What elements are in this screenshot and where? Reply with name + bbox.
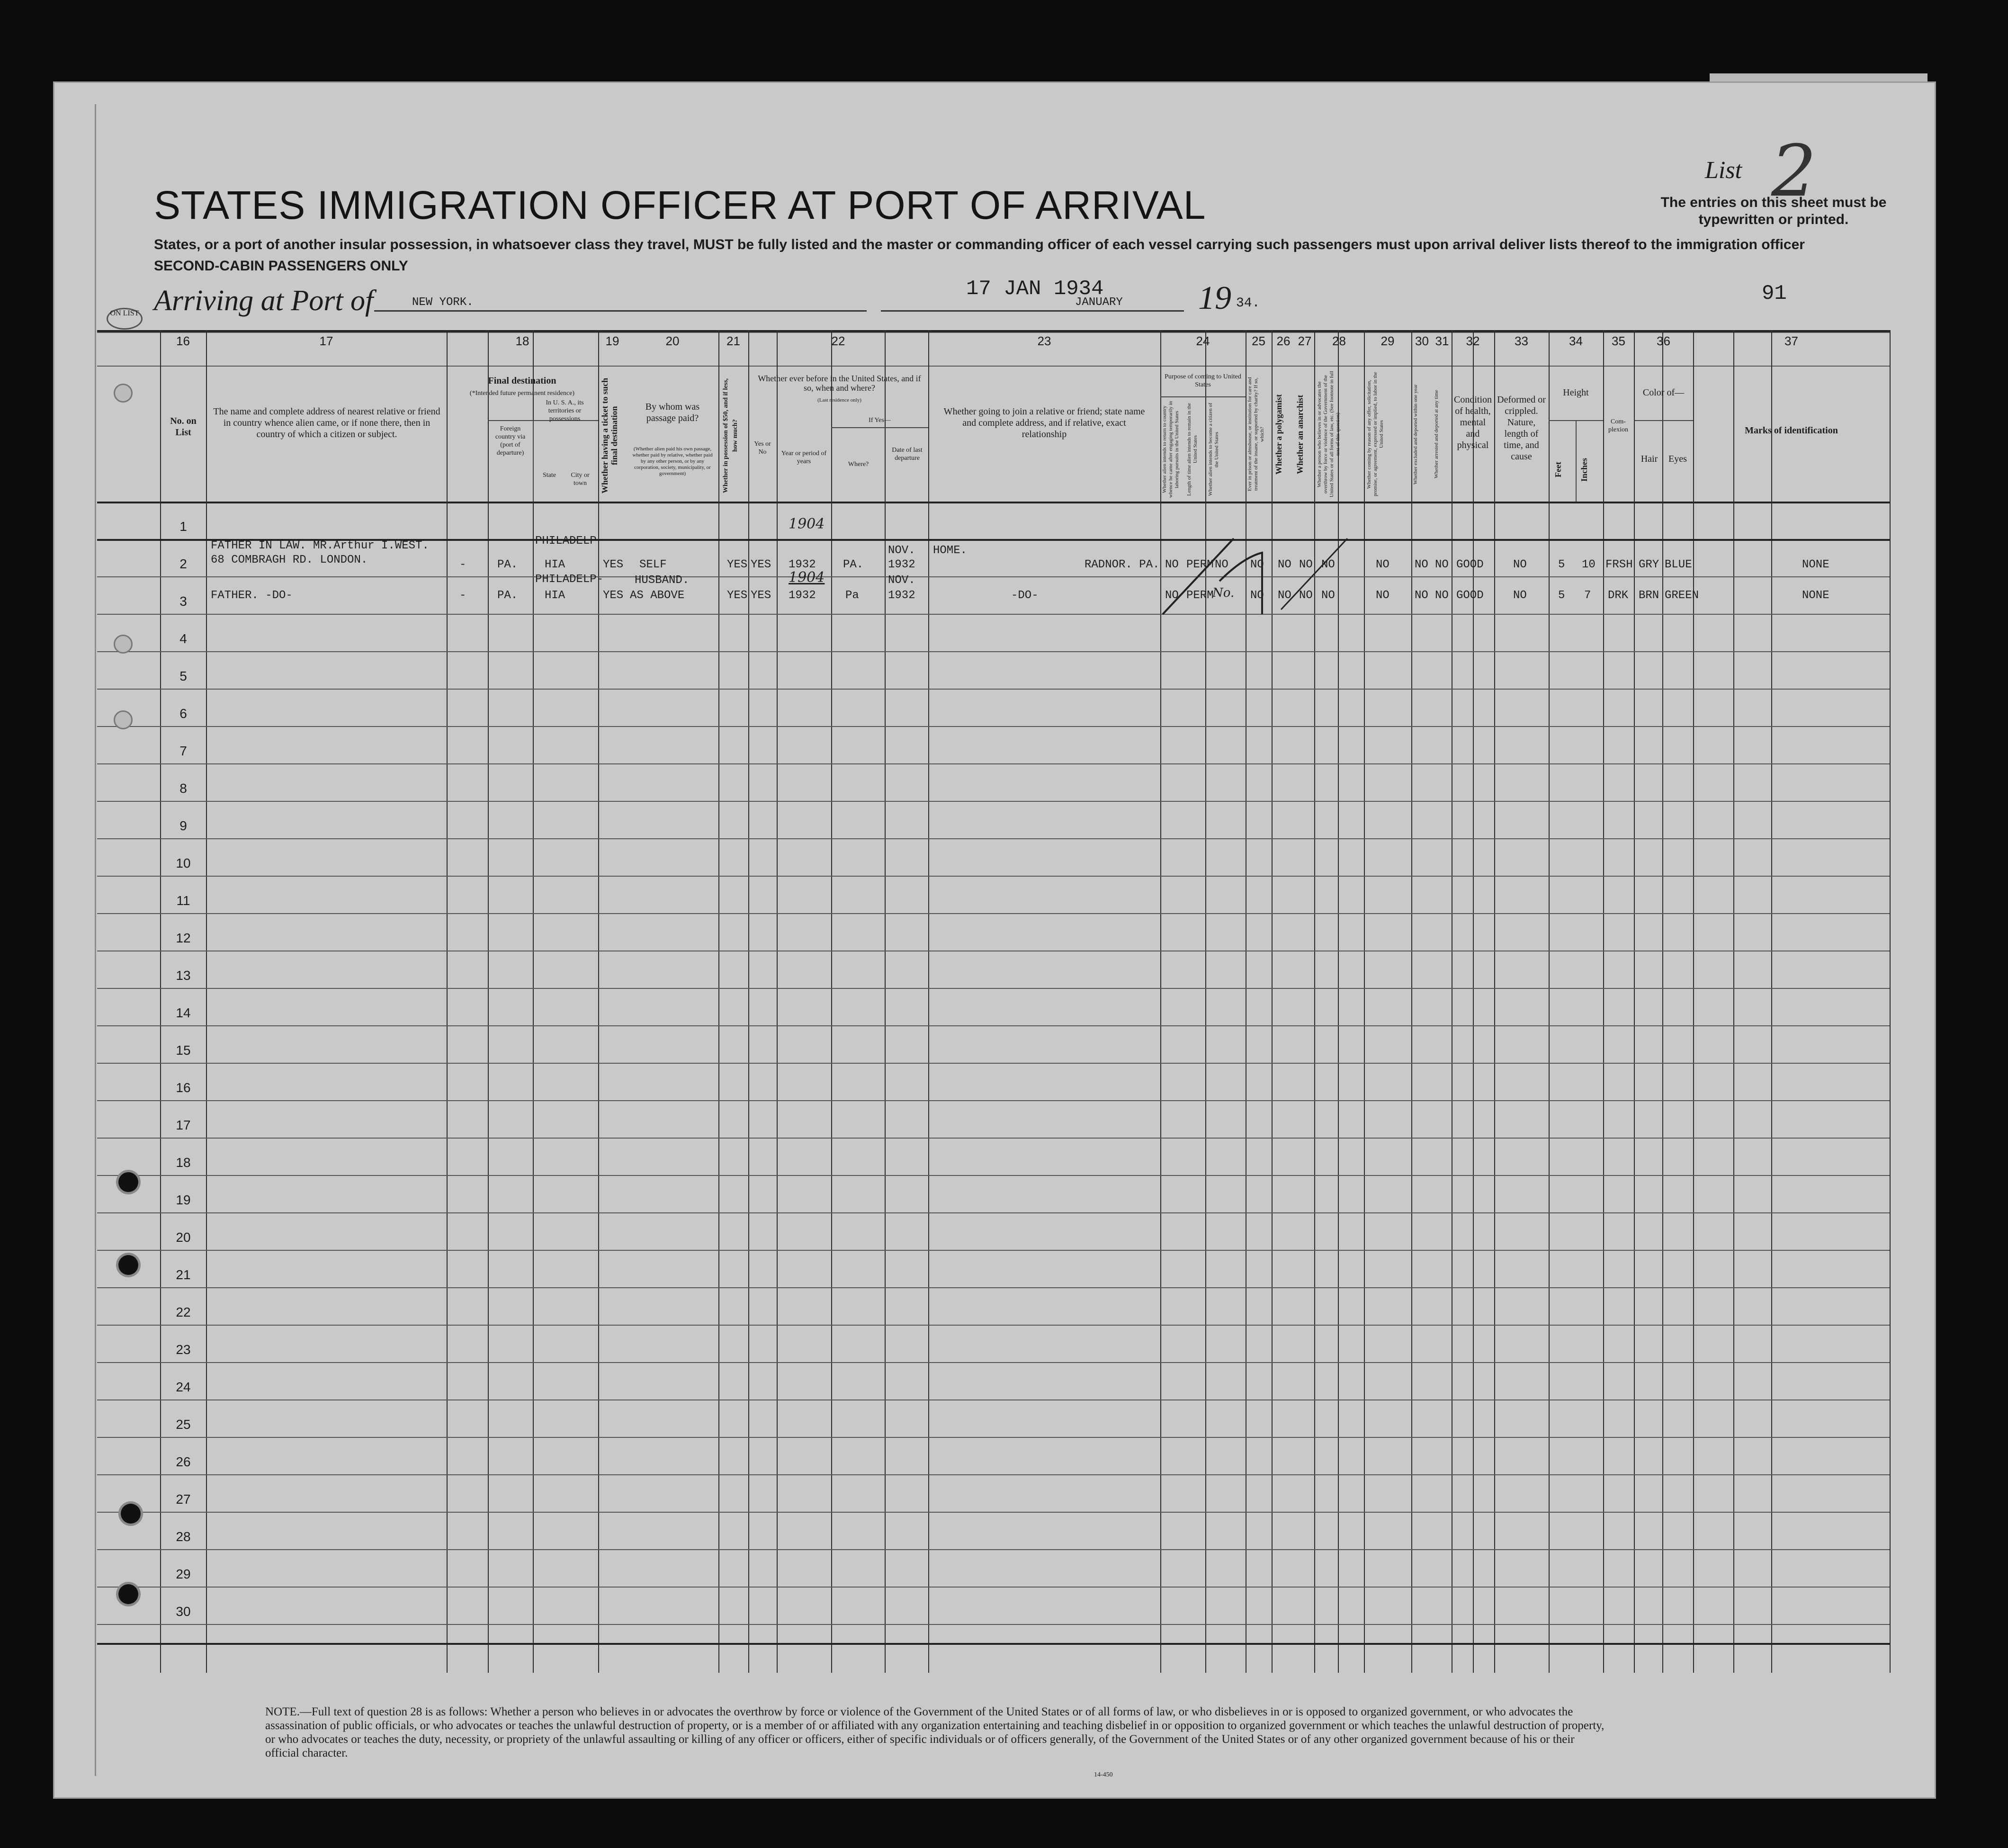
colnum-34: 34 — [1569, 334, 1583, 348]
colnum-24: 24 — [1196, 334, 1210, 348]
row-rule — [97, 1100, 1890, 1101]
row2-feet: 5 — [1558, 589, 1565, 602]
row2-citizen: No. — [1212, 586, 1235, 600]
row1-join-line2: RADNOR. PA. — [1085, 558, 1160, 571]
row-number: 10 — [176, 856, 191, 870]
header-bottom-rule — [97, 502, 1890, 503]
row1-polygamist: NO — [1278, 558, 1291, 571]
colnum-30: 30 — [1415, 334, 1429, 348]
header-no-on-list: No. on List — [170, 416, 197, 438]
header-health: Condition of health, mental and physical — [1454, 395, 1492, 450]
header-eyes: Eyes — [1668, 454, 1687, 464]
row1-q29: NO — [1376, 558, 1389, 571]
binder-hole — [118, 1255, 138, 1275]
colnum-35: 35 — [1612, 334, 1625, 348]
row1-deformed: NO — [1513, 558, 1527, 571]
col-line — [1603, 330, 1604, 1673]
header-marks: Marks of identification — [1745, 425, 1838, 436]
entries-note: The entries on this sheet must be typewritten or printed. — [1660, 195, 1887, 227]
col-line — [1890, 330, 1891, 1673]
row1-year-line2: 1932 — [789, 558, 816, 571]
header-city: City or town — [571, 472, 590, 487]
colnum-17: 17 — [319, 334, 333, 348]
row-number: 21 — [176, 1267, 191, 1282]
row1-paid: SELF — [639, 558, 667, 571]
col-line — [885, 330, 886, 1673]
row-number: 6 — [179, 706, 187, 721]
row2-paid-line1: HUSBAND. — [635, 574, 690, 587]
col-line — [1733, 330, 1734, 1673]
row-rule — [97, 1512, 1890, 1513]
subhead-rule — [533, 420, 534, 502]
row-rule — [97, 1287, 1890, 1288]
subhead-rule — [1576, 420, 1577, 502]
header-purpose-length: Length of time alien intends to remain in the United States — [1186, 403, 1198, 496]
row-number: 13 — [176, 968, 191, 983]
header-color-of: Color of— — [1642, 387, 1685, 398]
row1-prison: NO — [1250, 558, 1264, 571]
colnum-32: 32 — [1466, 334, 1480, 348]
punch-mark — [114, 635, 133, 654]
row-number: 20 — [176, 1230, 191, 1245]
header-join-relative: Whether going to join a relative or friend; state name and complete address, and if relative, exact relationship — [943, 406, 1145, 440]
row-number: 8 — [179, 781, 187, 796]
row2-where: Pa — [845, 589, 859, 602]
row2-relative-line1: FATHER. -DO- — [211, 589, 293, 602]
colnum-26: 26 — [1276, 334, 1291, 348]
row2-before: YES — [751, 589, 771, 602]
year-prefix: 19 — [1198, 280, 1231, 316]
row-rule — [97, 1362, 1890, 1363]
colnum-36: 36 — [1657, 334, 1670, 348]
header-state: State — [543, 472, 556, 479]
row1-anarchist: NO — [1299, 558, 1313, 571]
row-number: 9 — [179, 818, 187, 833]
row1-ticket: YES — [603, 558, 624, 571]
row-number: 16 — [176, 1080, 191, 1095]
header-hair: Hair — [1640, 454, 1658, 464]
binder-hole — [118, 1584, 138, 1604]
row2-city-line2: HIA — [545, 589, 565, 602]
header-purpose-return: Whether alien intends to return to country whence he came after engaging temporarily in laboring pursuits in the United States — [1162, 401, 1180, 498]
header-date-departure: Date of last departure — [892, 447, 923, 462]
row-rule — [97, 1399, 1890, 1400]
binder-hole — [121, 1504, 141, 1524]
row1-relative-line2: 68 COMBRAGH RD. LONDON. — [211, 554, 368, 566]
colnum-16: 16 — [176, 334, 190, 348]
header-feet: Feet — [1553, 462, 1563, 478]
row-rule — [97, 1025, 1890, 1026]
row-rule — [97, 689, 1890, 690]
row1-join-line1: HOME. — [933, 544, 968, 557]
header-purpose-citizen: Whether alien intends to become a citizen of the United States — [1208, 403, 1219, 496]
col-line — [1494, 330, 1495, 1673]
row-rule — [97, 988, 1890, 989]
row-rule — [97, 1250, 1890, 1251]
row-number: 17 — [176, 1118, 191, 1132]
header-possession-50: Whether in possession of $50, and if less, how much? — [722, 378, 739, 493]
header-passage-note: (Whether alien paid his own passage, whether paid by relative, whether paid by any other person, or by any corporation, society, municipality, or government) — [632, 446, 713, 476]
date-line — [881, 310, 1184, 312]
row-rule — [97, 651, 1890, 652]
col-line — [718, 330, 719, 1673]
pen-check-marks — [1153, 501, 1418, 624]
row-rule — [97, 1549, 1890, 1550]
row2-foreign: - — [459, 589, 466, 602]
header-if-yes: If Yes— — [869, 417, 891, 424]
row-number: 18 — [176, 1155, 191, 1170]
col-line — [488, 330, 489, 1673]
row1-feet: 5 — [1558, 558, 1565, 571]
row-number: 5 — [179, 669, 187, 683]
row1-q28: NO — [1321, 558, 1335, 571]
row2-year-line1: 1904 — [789, 569, 825, 586]
header-q28: Whether a person who believes in or advocates the overthrow by force or violence of the Government of the United States or of all forms of law, etc. (See footnote in full text of this question) — [1317, 371, 1341, 498]
port-of-arrival: NEW YORK. — [412, 296, 474, 309]
row-rule — [97, 1138, 1890, 1139]
row-rule — [97, 1325, 1890, 1326]
row-number: 24 — [176, 1380, 191, 1394]
arriving-label: Arriving at Port of — [154, 285, 374, 317]
header-q30: Whether excluded and deported within one year — [1413, 384, 1418, 484]
row-rule — [97, 726, 1890, 727]
header-ever-before: Whether ever before in the United States, and if so, when and where? — [758, 374, 921, 393]
row1-health: GOOD — [1456, 558, 1484, 571]
header-where: Where? — [848, 461, 869, 468]
row2-return: NO — [1165, 589, 1179, 602]
row2-hair: BRN — [1639, 589, 1659, 602]
row1-eyes: BLUE — [1665, 558, 1692, 571]
row-rule — [97, 1175, 1890, 1176]
colnum-23: 23 — [1037, 334, 1051, 348]
row-number: 29 — [176, 1567, 191, 1581]
row2-polygamist: NO — [1278, 589, 1291, 602]
port-line — [374, 310, 867, 312]
list-number: 2 — [1771, 130, 1817, 213]
row2-anarchist: NO — [1299, 589, 1313, 602]
colnum-18: 18 — [515, 334, 529, 348]
header-last-residence: (Last residence only) — [817, 397, 861, 403]
header-prison: Ever in prison or almshouse, or institution for care and treatment of the insane, or supported by charity? If so, which? — [1247, 377, 1265, 492]
subhead-rule — [831, 427, 928, 428]
col-line — [447, 330, 448, 1673]
row-number: 26 — [176, 1454, 191, 1469]
header-passage-paid: By whom was passage paid? — [645, 402, 700, 423]
form-code: 14-450 — [1094, 1771, 1113, 1778]
colnum-22: 22 — [831, 334, 845, 348]
header-year-period: Year or period of years — [781, 450, 827, 465]
row-rule — [97, 1063, 1890, 1064]
row-rule — [97, 614, 1890, 615]
col-line — [1634, 330, 1635, 1673]
row2-complexion: DRK — [1608, 589, 1629, 602]
table-bottom-rule — [97, 1643, 1890, 1645]
col-line — [1662, 330, 1663, 1673]
row2-deformed: NO — [1513, 589, 1527, 602]
colnum-19: 19 — [605, 334, 619, 348]
row1-city-line2: HIA — [545, 558, 565, 571]
row2-q31: NO — [1435, 589, 1449, 602]
row1-year-line1: 1904 — [789, 516, 825, 532]
row2-eyes: GREEN — [1665, 589, 1699, 602]
col-line — [831, 330, 832, 1673]
header-inches: Inches — [1579, 458, 1589, 482]
row1-relative-line1: FATHER IN LAW. MR.Arthur I.WEST. — [211, 539, 429, 552]
arrival-month: JANUARY — [1075, 296, 1123, 309]
row2-join: -DO- — [1011, 589, 1039, 602]
row2-date-line2: 1932 — [888, 589, 915, 602]
col-line — [748, 330, 749, 1673]
row-rule — [97, 876, 1890, 877]
colnum-29: 29 — [1380, 334, 1395, 348]
col-line — [928, 330, 929, 1673]
question-28-note: NOTE.—Full text of question 28 is as follows: Whether a person who believes in or advocates the overthrow by force or violence of the Government of the United States or of all forms of law, or who disbelieves in or is opposed to organized government, or who advocates the assassination of public officials, or who advocates or teaches the unlawful destruction of property, or is a member of or affiliated with any organization entertaining and teaching disbelief in or opposition to organized government or which teaches the unlawful destruction of property, or who advocates or teaches the duty, necessity, or propriety of the unlawful assaulting or killing of any officer or officers, either of specific individuals or of officers generally, of the Government of the United States or of any other organized government because of his or their official character. — [265, 1705, 1605, 1759]
row2-q29: NO — [1376, 589, 1389, 602]
header-in-usa: In U. S. A., its territories or possessions — [546, 399, 584, 422]
row1-inches: 10 — [1582, 558, 1596, 571]
row2-q30: NO — [1415, 589, 1428, 602]
subhead-rule — [1634, 420, 1693, 421]
row1-marks: NONE — [1802, 558, 1829, 571]
header-foreign-country: Foreign country via (port of departure) — [495, 425, 526, 457]
row2-inches: 7 — [1584, 589, 1591, 602]
row2-ticket: YES — [603, 589, 624, 602]
row-rule — [97, 1437, 1890, 1438]
row1-before: YES — [751, 558, 771, 571]
colnum-31: 31 — [1435, 334, 1449, 348]
header-polygamist: Whether a polygamist — [1274, 394, 1283, 475]
colnum-28: 28 — [1332, 334, 1346, 348]
col-line — [533, 330, 534, 1673]
row-number: 27 — [176, 1492, 191, 1507]
row-rule — [97, 1587, 1890, 1588]
row1-return: NO — [1165, 558, 1179, 571]
row-number: 23 — [176, 1342, 191, 1357]
colnum-37: 37 — [1784, 334, 1798, 348]
row-rule — [97, 1474, 1890, 1475]
header-q31: Whether arrested and deported at any time — [1434, 390, 1439, 479]
form-instructions: States, or a port of another insular possession, in whatsoever class they travel, MUST be fully listed and the master or commanding officer of each vessel carrying such passengers must upon arrival deliver lists thereof to the immigration officer — [154, 237, 1805, 252]
punch-mark — [114, 710, 133, 729]
table-top-rule-inner — [97, 332, 1890, 333]
col-line — [1771, 330, 1772, 1673]
row1-state: PA. — [497, 558, 518, 571]
header-deformed: Deformed or crippled. Nature, length of time, and cause — [1497, 395, 1546, 462]
sheet-number: 91 — [1762, 282, 1787, 305]
row2-paid-line2: AS ABOVE — [630, 589, 685, 602]
row-rule — [97, 1212, 1890, 1213]
row-rule — [97, 576, 1890, 577]
colnum-25: 25 — [1252, 334, 1265, 348]
row1-citizen: NO — [1215, 558, 1228, 571]
on-list-stamp: ON LIST — [107, 308, 143, 330]
row-number: 11 — [176, 893, 190, 908]
row1-date-line1: NOV. — [888, 544, 915, 557]
col-line — [206, 330, 207, 1673]
header-q29: Whether coming by reason of any offer, solicitation, promise, or agreement, expressed or implied, to labor in the United States — [1366, 372, 1384, 497]
column-number-rule — [97, 366, 1890, 367]
colnum-20: 20 — [665, 334, 680, 348]
row2-date-line1: NOV. — [888, 574, 915, 587]
row-number: 28 — [176, 1529, 191, 1544]
row1-complexion: FRSH — [1605, 558, 1633, 571]
col-line — [1693, 330, 1694, 1673]
colnum-27: 27 — [1298, 334, 1312, 348]
row1-where: PA. — [843, 558, 864, 571]
colnum-33: 33 — [1515, 334, 1528, 348]
col-line — [777, 330, 778, 1673]
row-number: 3 — [179, 594, 187, 609]
row2-length: PERM — [1186, 589, 1214, 602]
row-rule — [97, 913, 1890, 914]
passenger-class: SECOND-CABIN PASSENGERS ONLY — [154, 258, 408, 274]
row-rule — [97, 1624, 1890, 1625]
row1-foreign: - — [459, 558, 466, 571]
row-number: 7 — [179, 744, 187, 758]
row-number: 15 — [176, 1043, 191, 1058]
row-rule — [97, 801, 1890, 802]
form-title: STATES IMMIGRATION OFFICER AT PORT OF ARRIVAL — [154, 183, 1206, 227]
row-number: 1 — [179, 519, 187, 534]
row-number: 22 — [176, 1305, 191, 1319]
row-rule — [97, 763, 1890, 764]
manifest-table — [97, 330, 1890, 1673]
row-number: 19 — [176, 1193, 191, 1207]
header-anarchist: Whether an anarchist — [1295, 395, 1305, 474]
header-complexion: Com-plexion — [1608, 418, 1628, 433]
row2-health: GOOD — [1456, 589, 1484, 602]
row2-prison: NO — [1250, 589, 1264, 602]
row2-q28: NO — [1321, 589, 1335, 602]
row1-q30: NO — [1415, 558, 1428, 571]
colnum-21: 21 — [726, 334, 740, 348]
row1-q31: NO — [1435, 558, 1449, 571]
year-suffix: 34. — [1236, 296, 1260, 311]
row-number: 2 — [179, 556, 187, 571]
row-rule — [97, 838, 1890, 839]
row1-date-line2: 1932 — [888, 558, 915, 571]
row1-hair: GRY — [1639, 558, 1659, 571]
col-line — [1473, 330, 1474, 1673]
subhead-rule — [1160, 396, 1246, 397]
row-number: 30 — [176, 1604, 191, 1619]
row1-fifty: YES — [727, 558, 748, 571]
row-number: 12 — [176, 931, 191, 945]
row1-city-line1: PHILADELP — [535, 535, 597, 547]
row2-fifty: YES — [727, 589, 748, 602]
row-number: 14 — [176, 1005, 191, 1020]
header-height: Height — [1563, 387, 1589, 398]
header-ticket-text: Whether having a ticket to such final destination — [600, 377, 619, 493]
punch-mark — [114, 384, 133, 403]
col-line — [1549, 330, 1550, 1673]
header-yes-no: Yes or No — [754, 440, 771, 456]
col-line — [160, 330, 161, 1673]
header-nearest-relative: The name and complete address of nearest relative or friend in country whence alien came, or if none there, then in country of which a citizen or subject. — [213, 406, 440, 440]
row2-state: PA. — [497, 589, 518, 602]
list-label: List — [1705, 157, 1742, 184]
row1-length: PERM — [1186, 558, 1214, 571]
row2-marks: NONE — [1802, 589, 1829, 602]
row-number: 4 — [179, 631, 187, 646]
row-number: 25 — [176, 1417, 191, 1432]
row2-year-line2: 1932 — [789, 589, 816, 602]
header-final-destination-note: (*Intended future permanent residence) — [469, 390, 575, 397]
col-line — [598, 330, 599, 1673]
date-stamp: 17 JAN 1934 — [966, 277, 1104, 301]
header-final-destination: Final destination — [488, 376, 556, 386]
row2-city-line1: PHILADELP- — [535, 573, 604, 586]
header-purpose: Purpose of coming to United States — [1165, 373, 1241, 388]
binder-hole — [118, 1172, 138, 1192]
